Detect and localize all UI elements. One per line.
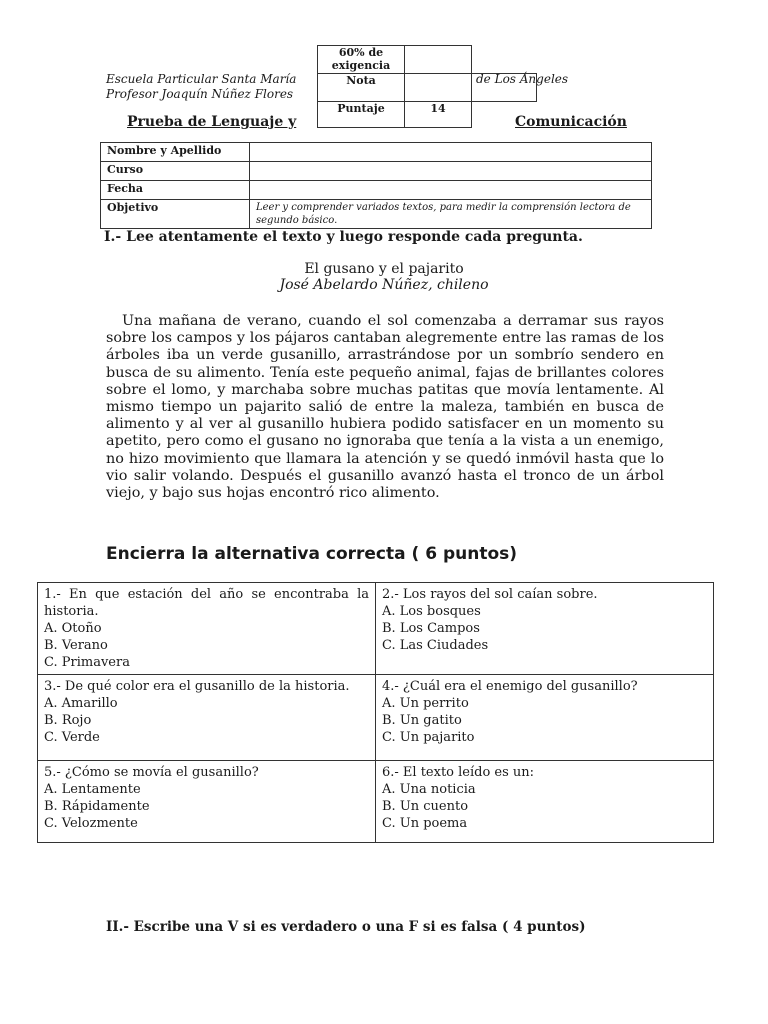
option[interactable]: C. Un pajarito — [382, 730, 475, 745]
question-4 — [376, 675, 714, 761]
question-6 — [376, 761, 714, 843]
name-field[interactable] — [250, 143, 652, 162]
test-title-left: Prueba de Lenguaje y — [127, 114, 297, 130]
date-field[interactable] — [250, 181, 652, 200]
option[interactable]: A. Otoño — [44, 621, 102, 636]
score-box — [317, 45, 537, 128]
question-text: 3.- De qué color era el gusanillo de la historia. — [44, 679, 350, 694]
option[interactable]: B. Los Campos — [382, 621, 480, 636]
info-row-date — [101, 181, 652, 200]
question-text: 5.- ¿Cómo se movía el gusanillo? — [44, 765, 259, 780]
nota-extra-cell — [472, 74, 537, 102]
info-row-name — [101, 143, 652, 162]
info-label: Nombre y Apellido — [101, 143, 250, 162]
info-label: Curso — [101, 162, 250, 181]
info-row-objective — [101, 200, 652, 229]
question-text: 2.- Los rayos del sol caían sobre. — [382, 587, 598, 602]
school-name: Escuela Particular Santa María — [106, 72, 297, 86]
section-2-heading: II.- Escribe una V si es verdadero o una F si es falsa ( 4 puntos) — [106, 919, 586, 935]
objective-text: Leer y comprender variados textos, para medir la comprensión lectora de segundo básico. — [250, 200, 652, 229]
option[interactable]: B. Un cuento — [382, 799, 469, 814]
nota-label: Nota — [318, 74, 405, 102]
option[interactable]: C. Primavera — [44, 655, 130, 670]
info-row-course — [101, 162, 652, 181]
option[interactable]: C. Velozmente — [44, 816, 138, 831]
question-1 — [38, 583, 376, 675]
exigencia-empty — [405, 46, 472, 74]
school-location: de Los Ángeles — [476, 72, 569, 86]
option[interactable]: B. Verano — [44, 638, 108, 653]
questions-table — [37, 582, 714, 843]
story-title: El gusano y el pajarito — [304, 261, 464, 277]
question-text: 1.- En que estación del año se encontraba la historia. — [44, 587, 369, 619]
option[interactable]: B. Un gatito — [382, 713, 462, 728]
instruction-1: I.- Lee atentamente el texto y luego responde cada pregunta. — [104, 229, 583, 245]
story-text: Una mañana de verano, cuando el sol comenzaba a derramar sus rayos sobre los campos y los pájaros cantaban alegremente entre las ramas de los árboles iba un verde gusanillo, arrastrándose por un sombrío sendero en busca de su alimento. Tenía este pequeño animal, fajas de brillantes colores sobre el lomo, y marchaba sobre muchas patitas que movía lentamente. Al mismo tiempo un pajarito salió de entre la maleza, también en busca de alimento y al ver al gusanillo hubiera podido satisfacer en un momento su apetito, pero como el gusano no ignoraba que tenía a la vista a un enemigo, no hizo movimiento que llamara la atención y se quedó inmóvil hasta que lo vio salir volando. Después el gusanillo avanzó hasta el tronco de un árbol viejo, y bajo sus hojas encontró rico alimento. — [106, 313, 664, 502]
info-label: Objetivo — [101, 200, 250, 229]
option[interactable]: A. Una noticia — [382, 782, 476, 797]
question-text: 6.- El texto leído es un: — [382, 765, 535, 780]
story-author: José Abelardo Núñez, chileno — [279, 277, 489, 293]
option[interactable]: C. Un poema — [382, 816, 468, 831]
test-title-right: Comunicación — [515, 114, 627, 130]
option[interactable]: A. Lentamente — [44, 782, 141, 797]
student-info-table — [100, 142, 652, 229]
info-label: Fecha — [101, 181, 250, 200]
course-field[interactable] — [250, 162, 652, 181]
question-3 — [38, 675, 376, 761]
option[interactable]: A. Amarillo — [44, 696, 118, 711]
question-text: 4.- ¿Cuál era el enemigo del gusanillo? — [382, 679, 638, 694]
teacher-name: Profesor Joaquín Núñez Flores — [106, 87, 294, 101]
option[interactable]: B. Rápidamente — [44, 799, 150, 814]
puntaje-label: Puntaje — [318, 102, 405, 128]
exigencia-label: 60% de exigencia — [318, 46, 405, 74]
option[interactable]: A. Los bosques — [382, 604, 481, 619]
section-1-heading: Encierra la alternativa correcta ( 6 puntos) — [106, 544, 518, 564]
question-5 — [38, 761, 376, 843]
question-2 — [376, 583, 714, 675]
option[interactable]: C. Verde — [44, 730, 100, 745]
puntaje-value: 14 — [405, 102, 472, 128]
option[interactable]: B. Rojo — [44, 713, 92, 728]
option[interactable]: C. Las Ciudades — [382, 638, 489, 653]
option[interactable]: A. Un perrito — [382, 696, 469, 711]
nota-value[interactable] — [405, 74, 472, 102]
